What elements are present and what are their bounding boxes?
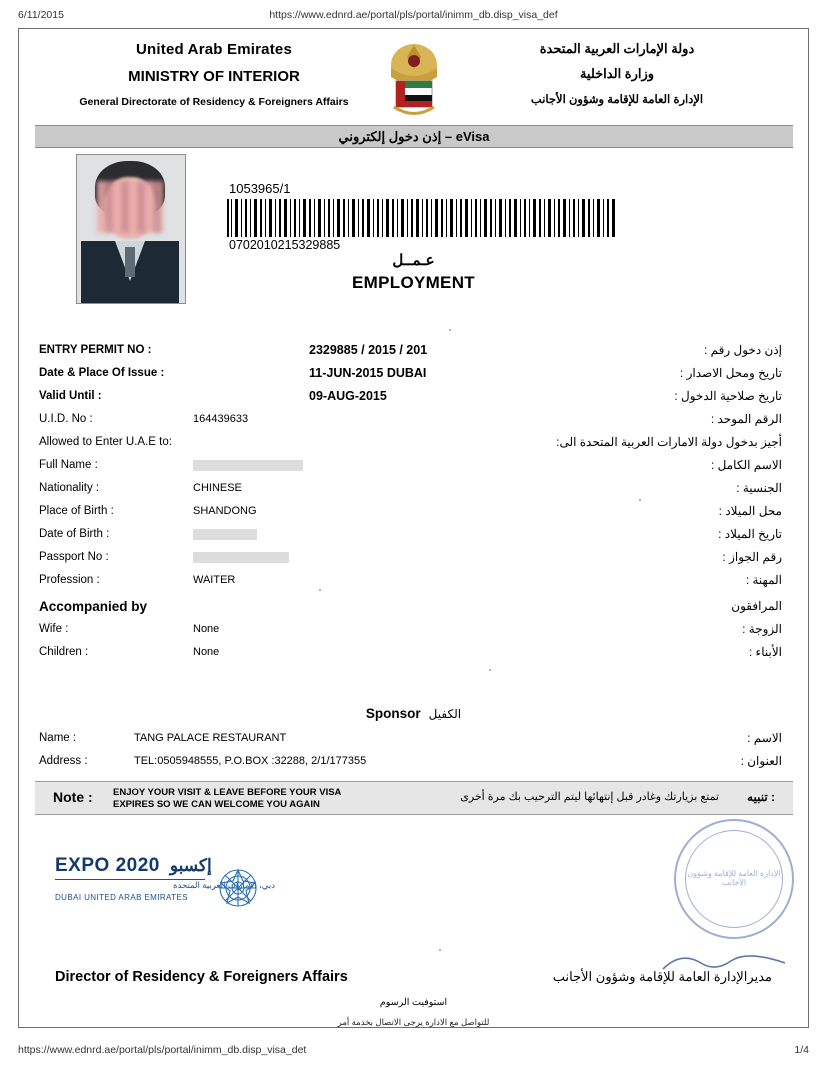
issue-date-value: 11-JUN-2015 DUBAI xyxy=(309,366,427,380)
sponsor-name-label-ar: الاسم : xyxy=(747,731,782,745)
place-of-birth-value: SHANDONG xyxy=(193,505,257,517)
accompanied-by-heading: Accompanied by xyxy=(39,599,148,614)
masthead-english xyxy=(49,41,379,108)
note-text-line1: ENJOY YOUR VISIT & LEAVE BEFORE YOUR VISA xyxy=(113,787,342,798)
masthead xyxy=(19,35,808,123)
ministry-name-en: MINISTRY OF INTERIOR xyxy=(128,68,300,85)
sponsor-heading xyxy=(19,705,808,723)
sponsor-address-value: TEL:0505948555, P.O.BOX :32288, 2/1/177355 xyxy=(134,755,367,767)
barcode-number: 0702010215329885 xyxy=(229,238,341,252)
entry-permit-no-label: ENTRY PERMIT NO : xyxy=(39,344,152,356)
table-row xyxy=(19,431,808,454)
passport-no-label-ar: رقم الجواز : xyxy=(722,550,782,564)
passport-no-label: Passport No : xyxy=(39,551,109,563)
country-name-en: United Arab Emirates xyxy=(136,41,292,58)
fees-paid-note: استوفيت الرسوم xyxy=(379,997,448,1008)
masthead-arabic xyxy=(452,41,782,106)
directorate-name-en: General Directorate of Residency & Foreigners Affairs xyxy=(79,96,349,108)
sponsor-name-label: Name : xyxy=(39,732,77,744)
visa-type-arabic: عـمــل xyxy=(392,252,435,269)
profession-value: WAITER xyxy=(193,574,236,586)
note-banner xyxy=(35,781,793,815)
valid-until-label: Valid Until : xyxy=(39,390,102,402)
uid-no-label: U.I.D. No : xyxy=(39,413,93,425)
print-date: 6/11/2015 xyxy=(18,9,64,21)
table-row xyxy=(19,641,808,664)
note-label-ar: تنبيه : xyxy=(747,790,775,804)
redaction-bar xyxy=(193,460,303,471)
evisa-band: إذن دخول إلكتروني – eVisa xyxy=(35,125,793,148)
issue-date-label: Date & Place Of Issue : xyxy=(39,367,165,379)
stamp-text: الإدارة العامة للإقامة وشؤون الأجانب xyxy=(687,869,781,887)
uae-emblem-icon xyxy=(376,35,452,121)
entry-permit-no-value: 2329885 / 2015 / 201 xyxy=(309,343,428,357)
sponsor-heading-en: Sponsor xyxy=(365,706,421,721)
official-stamp xyxy=(674,819,794,939)
uid-no-label-ar: الرقم الموحد : xyxy=(710,412,782,426)
children-value: None xyxy=(193,646,220,658)
place-of-birth-label: Place of Birth : xyxy=(39,505,114,517)
table-row xyxy=(19,546,808,569)
redaction-bar xyxy=(193,529,257,540)
table-row xyxy=(19,569,808,592)
nationality-label: Nationality : xyxy=(39,482,100,494)
children-label: Children : xyxy=(39,646,89,658)
accompanied-header-row xyxy=(19,592,808,618)
table-row xyxy=(19,339,808,362)
print-footer-url: https://www.ednrd.ae/portal/pls/portal/inimm_db.disp_visa_det xyxy=(18,1044,307,1056)
print-url: https://www.ednrd.ae/portal/pls/portal/inimm_db.disp_visa_def xyxy=(269,9,558,21)
date-of-birth-value xyxy=(193,523,257,546)
sponsor-address-label-ar: العنوان : xyxy=(740,754,782,768)
profession-label-ar: المهنة : xyxy=(745,573,782,587)
expo-sub-ar: دبي، الإمارات العربية المتحدة xyxy=(173,880,275,890)
print-page-number: 1/4 xyxy=(794,1044,809,1056)
redaction-bar xyxy=(193,552,289,563)
allowed-to-enter-label: Allowed to Enter U.A.E to: xyxy=(39,436,172,448)
note-label: Note : xyxy=(53,789,93,805)
permit-serial: 1053965/1 xyxy=(229,181,291,196)
photo-redaction-blur xyxy=(97,181,163,233)
uid-no-value: 164439633 xyxy=(193,413,249,425)
full-name-value xyxy=(193,454,303,477)
full-name-label: Full Name : xyxy=(39,459,98,471)
accompanied-by-heading-ar: المرافقون xyxy=(731,599,782,613)
expo-title-en: EXPO 2020 xyxy=(55,855,160,876)
sponsor-name-value: TANG PALACE RESTAURANT xyxy=(134,732,287,744)
note-text-line2: EXPIRES SO WE CAN WELCOME YOU AGAIN xyxy=(113,799,320,810)
note-text-ar: تمتع بزيارتك وغادر قبل إنتهائها ليتم الترحيب بك مرة أخرى xyxy=(460,791,719,803)
table-row xyxy=(19,385,808,408)
table-row xyxy=(19,454,808,477)
note-text xyxy=(113,787,413,811)
valid-until-value: 09-AUG-2015 xyxy=(309,389,387,403)
table-row xyxy=(19,362,808,385)
country-name-ar: دولة الإمارات العربية المتحدة xyxy=(539,41,695,56)
valid-until-label-ar: تاريخ صلاحية الدخول : xyxy=(674,389,782,403)
barcode-image xyxy=(227,199,619,237)
wife-label-ar: الزوجة : xyxy=(742,622,782,636)
table-row xyxy=(19,500,808,523)
table-row xyxy=(19,477,808,500)
print-header xyxy=(0,8,827,22)
table-row xyxy=(19,750,808,773)
contact-note: للتواصل مع الادارة يرجى الاتصال بخدمة أمر xyxy=(337,1017,490,1027)
visa-type-english: EMPLOYMENT xyxy=(352,273,475,292)
nationality-value: CHINESE xyxy=(193,482,242,494)
details-section xyxy=(19,339,808,664)
wife-label: Wife : xyxy=(39,623,69,635)
allowed-to-enter-label-ar: أجيز بدخول دولة الامارات العربية المتحدة الى: xyxy=(556,435,782,449)
visa-document xyxy=(18,28,809,1028)
table-row xyxy=(19,523,808,546)
expo-divider xyxy=(55,879,205,880)
table-row xyxy=(19,408,808,431)
passport-no-value xyxy=(193,546,289,569)
director-title-en: Director of Residency & Foreigners Affairs xyxy=(55,969,348,985)
date-of-birth-label: Date of Birth : xyxy=(39,528,110,540)
wife-value: None xyxy=(193,623,220,635)
full-name-label-ar: الاسم الكامل : xyxy=(710,458,782,472)
sponsor-heading-ar: الكفيل xyxy=(428,707,462,721)
director-title-ar: مديرالإدارة العامة للإقامة وشؤون الأجانب xyxy=(552,969,772,984)
sponsor-address-label: Address : xyxy=(39,755,88,767)
print-footer xyxy=(0,1043,827,1057)
table-row xyxy=(19,727,808,750)
expo-emblem-icon xyxy=(215,865,261,911)
profession-label: Profession : xyxy=(39,574,100,586)
date-of-birth-label-ar: تاريخ الميلاد : xyxy=(718,527,782,541)
ministry-name-ar: وزارة الداخلية xyxy=(579,66,655,81)
expo-title-ar: إكسبو xyxy=(169,856,212,875)
nationality-label-ar: الجنسية : xyxy=(736,481,782,495)
table-row xyxy=(19,618,808,641)
directorate-name-ar: الإدارة العامة للإقامة وشؤون الأجانب xyxy=(530,94,704,106)
issue-date-label-ar: تاريخ ومحل الاصدار : xyxy=(679,366,782,380)
place-of-birth-label-ar: محل الميلاد : xyxy=(718,504,782,518)
children-label-ar: الأبناء : xyxy=(748,645,782,659)
entry-permit-no-label-ar: إذن دخول رقم : xyxy=(703,343,782,357)
expo-sub-en: DUBAI UNITED ARAB EMIRATES xyxy=(55,893,188,902)
